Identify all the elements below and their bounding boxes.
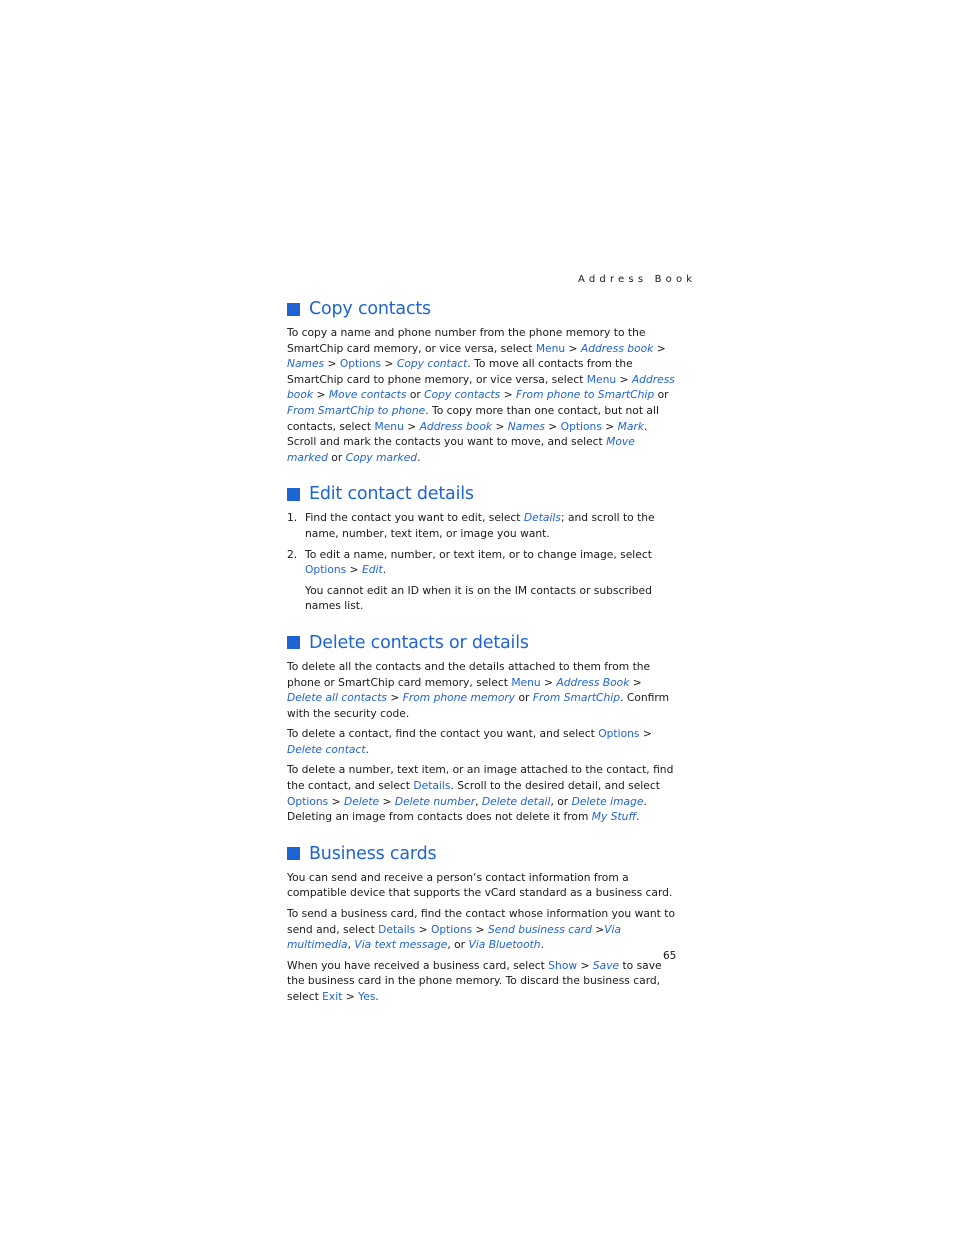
text-run: , [475,794,482,808]
text-run: ; and scroll to the name, number, text item, or image you want. [305,511,655,540]
key-term: Options [430,922,473,936]
paragraph [287,325,679,465]
list-item [287,547,679,578]
text-run: . [382,563,387,577]
text-run: When you have received a business card, select [287,958,549,972]
page-content [287,296,679,1021]
text-run: To delete all the contacts and the details attached to them from the phone or SmartChip card memory, select [287,659,651,689]
key-term: Menu [535,341,566,355]
text-run: > [653,341,666,355]
menu-item-term: Delete image [571,794,644,808]
text-run: . [375,990,379,1003]
section-heading [287,296,679,322]
text-run: . Scroll and mark the contacts you want to move, and select [287,419,648,449]
heading-text: Edit contact details [309,484,474,505]
text-run: or [515,691,533,705]
key-term: Menu [586,372,617,386]
key-term: Options [305,563,347,577]
step-text [305,547,679,578]
menu-item-term: Edit [362,563,383,577]
text-run: , [347,938,355,952]
text-run: > [601,419,618,433]
section-heading [287,630,679,656]
menu-item-term: Address book [287,372,675,402]
text-run: To delete a number, text item, or an image attached to the contact, find the contact, and select [287,763,674,793]
menu-item-term: Via text message [354,938,448,952]
heading-square-icon [287,636,300,649]
menu-item-term: Names [507,419,545,433]
text-run: > [472,922,488,936]
text-run: You can send and receive a person’s contact information from a compatible device that supports the vCard standard as a business card. [287,870,673,900]
menu-item-term: Address book [580,341,654,355]
text-run: > [403,419,420,433]
section-edit-contact-details [287,481,679,614]
text-run: . [540,938,544,952]
menu-item-term: My Stuff [591,810,637,824]
text-run: , or [550,794,572,808]
key-term: Options [287,794,329,808]
text-run: . Scroll to the desired detail, and select [450,779,660,793]
text-run: > [328,794,344,808]
key-term: Details [378,922,416,936]
text-run: . To copy more than one contact, but not all contacts, select [287,403,659,433]
menu-item-term: Copy contacts [424,388,501,402]
key-term: Options [598,727,640,741]
text-run: > [386,691,403,705]
menu-item-term: Names [287,357,325,371]
key-term: Exit [322,990,343,1003]
menu-item-term: Delete [344,794,380,808]
key-term: Show [548,958,578,972]
paragraph [287,906,679,953]
text-run: > [591,922,605,936]
heading-square-icon [287,488,300,501]
menu-item-term: Save [592,958,620,972]
text-run: . [365,742,369,756]
menu-item-term: Delete all contacts [287,691,387,705]
text-run: , or [447,938,469,952]
menu-item-term: Delete detail [481,794,551,808]
menu-item-term: Move contacts [328,388,407,402]
key-term: Menu [374,419,404,433]
paragraph [287,659,679,721]
paragraph [287,870,679,901]
text-run: > [381,357,397,371]
menu-item-term: Send business card [487,922,592,936]
text-run: > [639,727,652,741]
menu-item-term: Via Bluetooth [468,938,541,952]
paragraph [287,762,679,824]
text-run: or [327,450,346,464]
text-run: to save the business card in the phone memory. To discard the business card, select [287,958,662,1003]
text-run: > [500,388,516,402]
list-item [287,510,679,541]
text-run: To delete a contact, find the contact you want, and select [287,727,599,741]
step-note: You cannot edit an ID when it is on the IM contacts or subscribed names list. [305,583,652,613]
text-run: > [565,341,581,355]
section-copy-contacts [287,296,679,465]
text-run: . Deleting an image from contacts does not delete it from [287,794,647,824]
section-business-cards [287,841,679,1005]
menu-item-term: Delete contact [287,742,366,756]
text-run: > [379,794,395,808]
text-run: To edit a name, number, or text item, or to change image, select [305,547,652,561]
text-run: > [346,563,362,577]
running-head: Address Book [578,274,697,285]
menu-item-term: Address book [419,419,493,433]
section-delete-contacts [287,630,679,825]
page-number: 65 [663,950,677,962]
heading-text: Delete contacts or details [309,632,529,653]
menu-item-term: Address Book [556,675,630,689]
menu-item-term: Delete number [394,794,476,808]
text-run: > [342,990,359,1003]
menu-item-term: Via multimedia [287,922,622,952]
text-run: To copy a name and phone number from the phone memory to the SmartChip card memory, or vice versa, select [287,326,646,355]
text-run: To send a business card, find the contact whose information you want to send and, select [287,907,675,936]
menu-item-term: Copy marked [345,450,418,464]
text-run: > [415,922,431,936]
section-heading [287,481,679,507]
text-run: . [417,450,421,464]
step-number: 1. [287,511,298,525]
text-run: or [406,388,425,402]
key-term: Details [413,779,451,793]
section-heading [287,841,679,867]
menu-item-term: Details [523,511,561,525]
text-run: > [616,372,632,386]
text-run: Find the contact you want to edit, select [305,511,524,525]
heading-square-icon [287,847,300,860]
menu-item-term: From SmartChip to phone [287,403,426,417]
key-term: Options [560,419,602,433]
menu-item-term: Move marked [287,435,635,464]
key-term: Yes [358,990,376,1003]
text-run: > [540,675,557,689]
paragraph [287,958,679,1005]
menu-item-term: From SmartChip [532,691,621,705]
text-run: > [324,357,340,371]
text-run: > [577,958,593,972]
key-term: Menu [511,675,541,689]
text-run: > [629,675,642,689]
heading-text: Copy contacts [309,299,431,319]
step-text [305,510,679,541]
key-term: Options [339,357,382,371]
text-run: > [492,419,508,433]
text-run: . To move all contacts from the SmartChip card to phone memory, or vice versa, select [287,357,633,386]
menu-item-term: Mark [617,419,645,433]
menu-item-term: From phone memory [402,691,516,705]
text-run: > [313,388,329,402]
text-run: . [636,810,640,824]
menu-item-term: Copy contact [396,357,468,371]
heading-square-icon [287,303,300,316]
heading-text: Business cards [309,843,437,864]
text-run: > [544,419,561,433]
text-run: . Confirm with the security code. [287,691,669,720]
step-number: 2. [287,547,298,561]
menu-item-term: From phone to SmartChip [516,388,655,402]
text-run: or [654,388,669,402]
paragraph [287,726,679,757]
